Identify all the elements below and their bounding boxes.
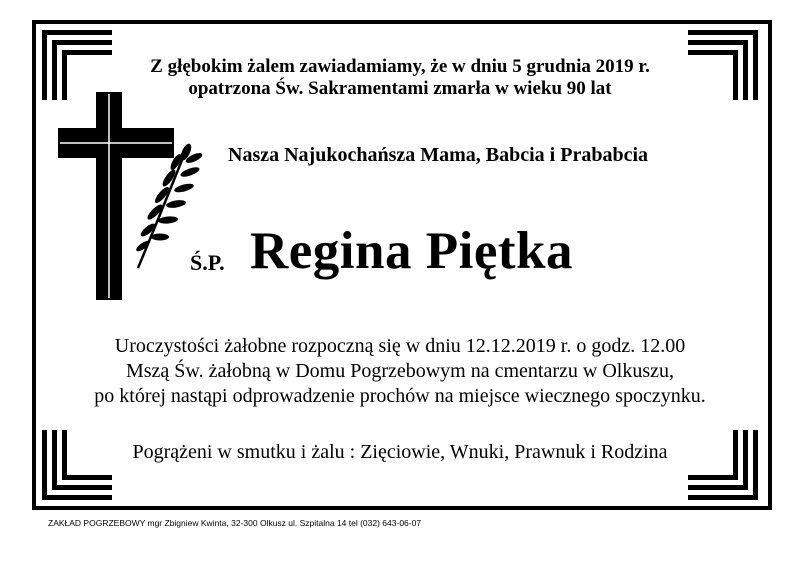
family-relation-line: Nasza Najukochańsza Mama, Babcia i Prababcia: [228, 144, 648, 166]
deceased-prefix: Ś.P.: [190, 250, 225, 275]
announcement-line-2: opatrzona Św. Sakramentami zmarła w wieku 90 lat: [188, 78, 612, 99]
announcement-line-1: Z głębokim żalem zawiadamiamy, że w dniu 5 grudnia 2019 r.: [150, 56, 650, 77]
ceremony-line-3: po której nastąpi odprowadzenie prochów na miejsce wiecznego spoczynku.: [94, 385, 706, 407]
ceremony-line-1: Uroczystości żałobne rozpoczną się w dniu 12.12.2019 r. o godz. 12.00: [114, 335, 686, 357]
funeral-home-footer: ZAKŁAD POGRZEBOWY mgr Zbigniew Kwinta, 32-300 Olkusz ul. Szpitalna 14 tel (032) 643-06-07: [48, 518, 422, 528]
deceased-name: Regina Piętka: [250, 222, 573, 280]
mourners-line: Pogrążeni w smutku i żalu : Zięciowie, Wnuki, Prawnuk i Rodzina: [132, 441, 668, 463]
ceremony-line-2: Mszą Św. żałobną w Domu Pogrzebowym na cmentarzu w Olkuszu,: [125, 360, 675, 382]
ceremony-details: [0, 334, 800, 409]
